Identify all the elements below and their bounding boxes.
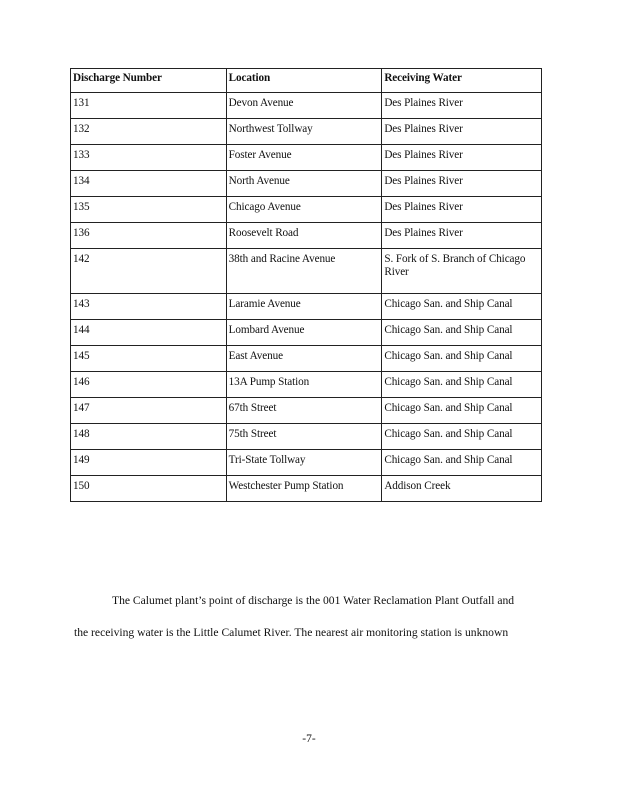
cell-location: Roosevelt Road [226,223,382,249]
table-row [71,93,542,119]
cell-location: Laramie Avenue [226,294,382,320]
cell-discharge-number: 147 [71,398,227,424]
cell-discharge-number: 149 [71,450,227,476]
cell-location: 67th Street [226,398,382,424]
cell-receiving-water: Chicago San. and Ship Canal [382,346,542,372]
cell-discharge-number: 133 [71,145,227,171]
table-body [71,93,542,502]
cell-discharge-number: 131 [71,93,227,119]
header-location: Location [226,69,382,93]
cell-location: East Avenue [226,346,382,372]
table-row [71,197,542,223]
table-row [71,450,542,476]
cell-receiving-water: Des Plaines River [382,223,542,249]
cell-location: Northwest Tollway [226,119,382,145]
cell-location: Westchester Pump Station [226,476,382,502]
table-row [71,476,542,502]
cell-receiving-water: Des Plaines River [382,197,542,223]
cell-discharge-number: 136 [71,223,227,249]
table-row [71,398,542,424]
cell-discharge-number: 144 [71,320,227,346]
table-row [71,346,542,372]
cell-receiving-water: Chicago San. and Ship Canal [382,320,542,346]
cell-receiving-water: Des Plaines River [382,171,542,197]
header-receiving-water: Receiving Water [382,69,542,93]
table-row [71,320,542,346]
cell-location: 38th and Racine Avenue [226,249,382,294]
cell-receiving-water: Addison Creek [382,476,542,502]
cell-discharge-number: 146 [71,372,227,398]
paragraph-line-2: the receiving water is the Little Calumet River. The nearest air monitoring station is unknown [74,626,509,639]
cell-discharge-number: 145 [71,346,227,372]
page-number: -7- [302,733,316,745]
table-header-row [71,69,542,93]
cell-receiving-water: Chicago San. and Ship Canal [382,294,542,320]
cell-discharge-number: 134 [71,171,227,197]
discharge-table [70,68,542,502]
cell-receiving-water: Des Plaines River [382,119,542,145]
paragraph-line-1: The Calumet plant’s point of discharge is the 001 Water Reclamation Plant Outfall and [112,594,515,607]
table-row [71,119,542,145]
cell-receiving-water: Des Plaines River [382,145,542,171]
cell-discharge-number: 143 [71,294,227,320]
cell-location: 13A Pump Station [226,372,382,398]
cell-receiving-water: Chicago San. and Ship Canal [382,372,542,398]
cell-location: Chicago Avenue [226,197,382,223]
table-row [71,424,542,450]
header-discharge-number: Discharge Number [71,69,227,93]
cell-discharge-number: 142 [71,249,227,294]
cell-location: Foster Avenue [226,145,382,171]
cell-location: Lombard Avenue [226,320,382,346]
cell-location: Devon Avenue [226,93,382,119]
cell-discharge-number: 135 [71,197,227,223]
cell-receiving-water: Des Plaines River [382,93,542,119]
cell-discharge-number: 132 [71,119,227,145]
table-row [71,223,542,249]
cell-receiving-water: Chicago San. and Ship Canal [382,398,542,424]
table-row [71,372,542,398]
cell-discharge-number: 150 [71,476,227,502]
table-row [71,294,542,320]
cell-receiving-water: Chicago San. and Ship Canal [382,450,542,476]
cell-location: North Avenue [226,171,382,197]
table-row [71,171,542,197]
table-row [71,145,542,171]
cell-location: 75th Street [226,424,382,450]
table-row [71,249,542,294]
cell-location: Tri-State Tollway [226,450,382,476]
cell-receiving-water: Chicago San. and Ship Canal [382,424,542,450]
cell-receiving-water: S. Fork of S. Branch of Chicago River [382,249,542,294]
cell-discharge-number: 148 [71,424,227,450]
